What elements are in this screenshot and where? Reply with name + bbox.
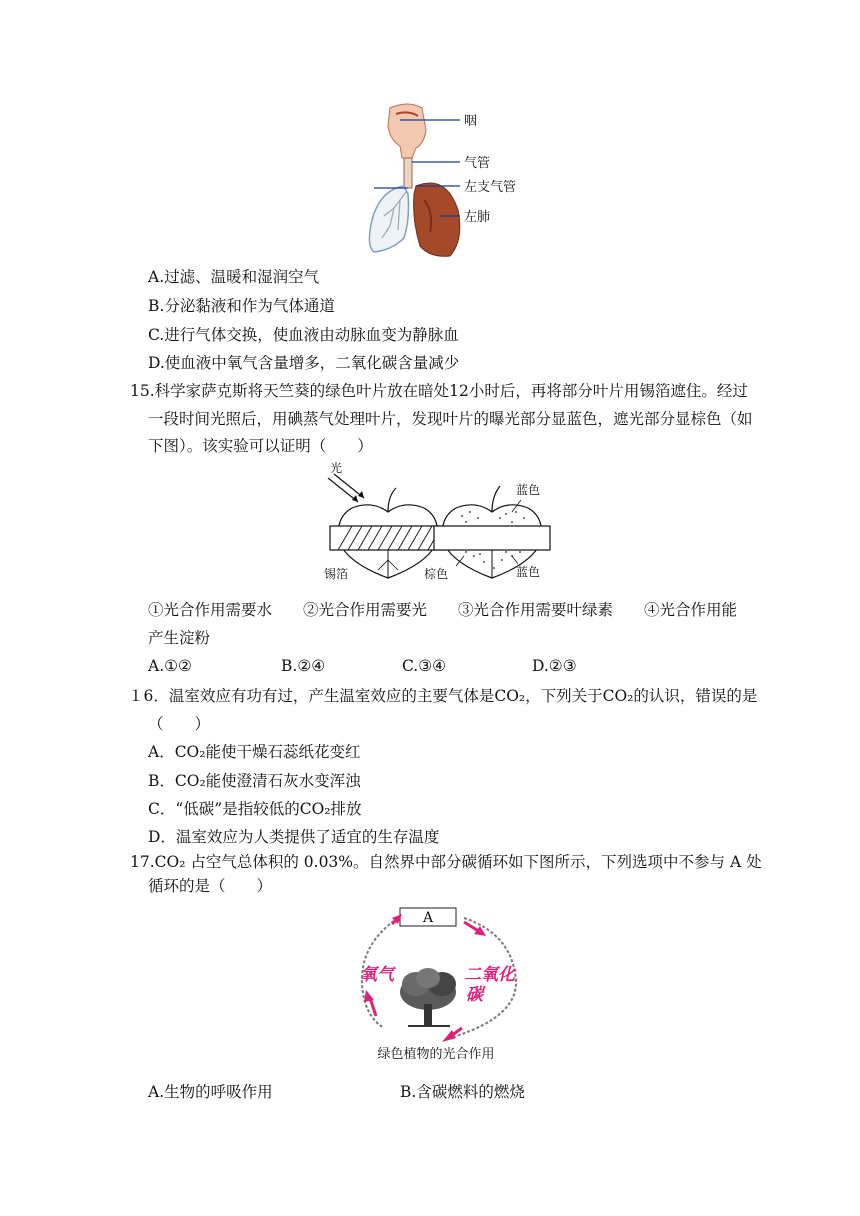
q16-option-a: A．CO₂能使干燥石蕊纸花变红 (148, 743, 361, 761)
q16-option-d: D．温室效应为人类提供了适宜的生存温度 (148, 828, 440, 846)
label-trachea: 气管 (464, 156, 491, 171)
q17-option-b: B.含碳燃料的燃烧 (400, 1083, 525, 1101)
q15-stem-line2: 一段时间光照后，用碘蒸气处理叶片，发现叶片的曝光部分显蓝色，遮光部分显棕色（如 (148, 410, 753, 428)
q16-option-b: B．CO₂能使澄清石灰水变浑浊 (148, 772, 361, 790)
respiratory-system-figure (360, 100, 540, 260)
tree-icon (400, 968, 456, 1026)
q14-option-b: B.分泌黏液和作为气体通道 (148, 297, 335, 315)
q17-stem-line1: 17.CO₂ 占空气总体积的 0.03%。自然界中部分碳循环如下图所示，下列选项中不参与 A 处 (130, 853, 762, 871)
q15-option-a: A.①② (148, 657, 192, 675)
q14-option-d: D.使血液中氧气含量增多，二氧化碳含量减少 (148, 354, 460, 372)
label-light: 光 (330, 461, 343, 475)
q15-options-row (148, 656, 708, 676)
q16-stem-line2: （ ） (148, 715, 211, 733)
q15-statements-line2: 产生淀粉 (148, 629, 211, 647)
co2-label-line2: 碳 (466, 985, 483, 1005)
label-blue-bottom: 蓝色 (516, 565, 541, 579)
oxygen-label: 氧气 (360, 965, 394, 985)
q15-option-b: B.②④ (281, 657, 326, 675)
q17-option-a: A.生物的呼吸作用 (148, 1083, 273, 1101)
q16-stem-line1: １6．温室效应有功有过，产生温室效应的主要气体是CO₂，下列关于CO₂的认识，错误的是 (128, 687, 758, 705)
q15-option-c: C.③④ (402, 657, 447, 675)
label-pharynx: 咽 (464, 114, 478, 129)
q15-option-d: D.②③ (532, 657, 577, 675)
q15-stem-line3: 下图）。该实验可以证明（ ） (148, 437, 373, 455)
figure-caption: 绿色植物的光合作用 (377, 1047, 495, 1062)
leaf-experiment-figure (316, 460, 556, 585)
carbon-cycle-figure (352, 904, 532, 1064)
q14-option-c: C.进行气体交换，使血液由动脉血变为静脉血 (148, 326, 459, 344)
q16-option-c: C．“低碳”是指较低的CO₂排放 (148, 800, 362, 818)
q17-stem-line2: 循环的是（ ） (148, 877, 273, 895)
q14-option-a: A.过滤、温暖和湿润空气 (148, 268, 320, 286)
q15-stem-line1: 15.科学家萨克斯将天竺葵的绿色叶片放在暗处12小时后，再将部分叶片用锡箔遮住。经过 (130, 382, 748, 400)
label-tin-foil: 锡箔 (324, 567, 349, 581)
q15-statements-line1: ①光合作用需要水 ②光合作用需要光 ③光合作用需要叶绿素 ④光合作用能 (148, 601, 738, 619)
label-left-bronchus: 左支气管 (464, 180, 517, 195)
co2-label-line1: 二氧化 (464, 965, 515, 985)
box-a-label: A (422, 910, 434, 926)
label-brown: 棕色 (424, 567, 449, 581)
label-blue-top: 蓝色 (516, 483, 541, 497)
label-left-lung: 左肺 (464, 210, 491, 225)
